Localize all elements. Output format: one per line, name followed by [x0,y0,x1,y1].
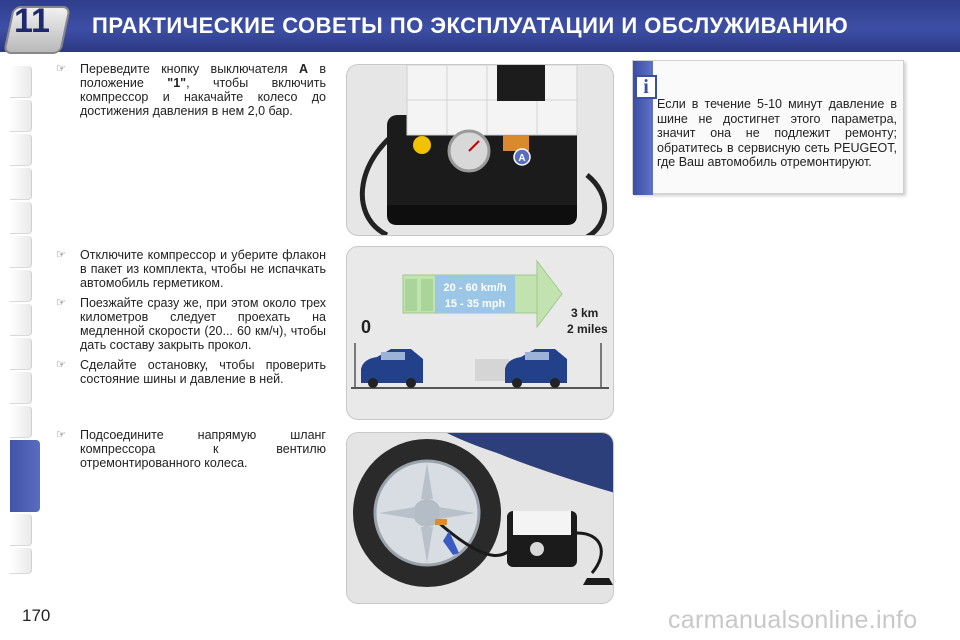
page-title: ПРАКТИЧЕСКИЕ СОВЕТЫ ПО ЭКСПЛУАТАЦИИ И ОБСЛУЖИВАНИЮ [92,13,849,38]
chapter-tab[interactable] [10,236,32,268]
steps-2-4 [58,248,326,392]
chapter-tabs [10,66,32,574]
step-1-text: в положение [80,62,326,90]
chapter-tab[interactable] [10,406,32,438]
distance-miles-label: 2 miles [567,322,608,336]
watermark: carmanualsonline.info [668,606,918,634]
car-start [361,349,423,388]
chapter-tab[interactable] [10,66,32,98]
step-1-text: , чтобы включить компрессор и накачайте колесо до достижения давления в нем 2,0 бар. [80,76,326,118]
step-5-text: Подсоедините напрямую шланг компрессора к вентилю отремонтированного колеса. [80,428,326,470]
chapter-tab[interactable] [10,514,32,546]
compressor-illustration [346,64,614,236]
start-label: 0 [361,317,372,337]
chapter-tab[interactable] [10,372,32,404]
info-box [632,60,904,194]
bullet-icon: ☞ [56,359,66,371]
chapter-tab[interactable] [10,202,32,234]
chapter-tab[interactable] [10,168,32,200]
step-1-text: Переведите кнопку выключателя [80,62,299,76]
switch [503,135,529,151]
step-1 [58,62,326,124]
position-label: "1" [167,76,187,90]
step-5 [58,428,326,476]
chapter-tab[interactable] [10,134,32,166]
chapter-tab[interactable] [10,548,32,574]
drive-distance-illustration [346,246,614,420]
chapter-header [0,0,960,52]
drive-distance-drawing [347,247,614,420]
hose-connection-drawing [347,433,614,604]
switch-label: A [298,62,308,76]
bullet-icon: ☞ [56,297,66,309]
speed-mph-label: 15 - 35 mph [444,298,506,310]
page-number: 170 [22,606,51,625]
compressor-drawing [347,65,614,236]
indicator-lamp [413,136,431,154]
bullet-icon: ☞ [56,63,66,75]
switch-label-a: A [518,153,526,164]
hose-connection-illustration [346,432,614,604]
chapter-number: 11 [14,2,50,40]
step-2-text: Отключите компрессор и уберите флакон в пакет из комплекта, чтобы не испачкать автомобиль герметиком. [80,248,326,290]
distance-km-label: 3 km [571,306,599,320]
bullet-icon: ☞ [56,249,66,261]
chapter-tab[interactable] [10,270,32,302]
chapter-tab-active[interactable] [10,440,40,512]
step-3-text: Поезжайте сразу же, при этом около трех километров следует проехать на медленной скорости (20... 60 км/ч), чтобы дать составу закрыть прокол. [80,296,326,352]
car-moving [505,349,567,388]
info-text: Если в течение 5-10 минут давление в шине не достигнет этого параметра, значит она не подлежит ремонту; обратитесь в сервисную сеть PEUGEOT, где Ваш автомобиль отремонтируют. [657,97,897,169]
chapter-tab[interactable] [10,100,32,132]
chapter-tab[interactable] [10,338,32,370]
bullet-icon: ☞ [56,429,66,441]
speed-kmh-label: 20 - 60 km/h [443,282,507,294]
step-4-text: Сделайте остановку, чтобы проверить состояние шины и давление в ней. [80,358,326,386]
chapter-tab[interactable] [10,304,32,336]
info-icon: i [635,75,657,99]
